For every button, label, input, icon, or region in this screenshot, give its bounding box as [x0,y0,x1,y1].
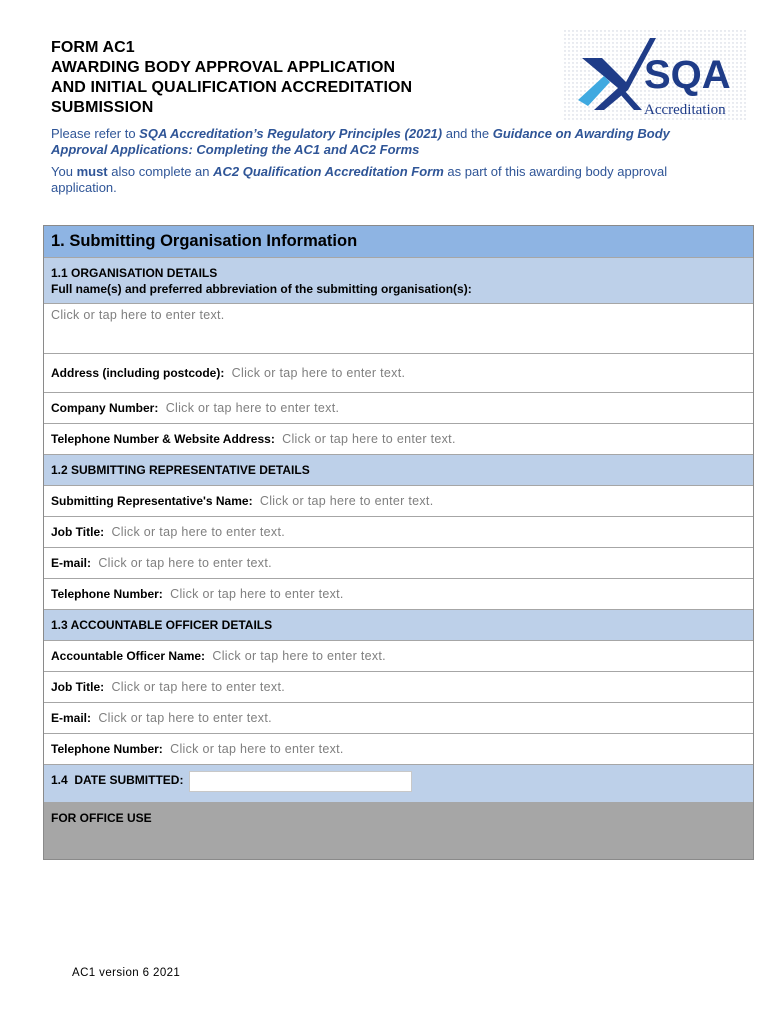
address-field[interactable]: Address (including postcode): Click or tap here to enter text. [44,354,753,393]
title-line-2: AWARDING BODY APPROVAL APPLICATION [51,59,396,76]
section-1-4-date-row: 1.4 DATE SUBMITTED: [44,765,753,803]
officer-job-title-field[interactable]: Job Title: Click or tap here to enter text. [44,672,753,703]
section-1-1-heading: 1.1 ORGANISATION DETAILS Full name(s) and preferred abbreviation of the submitting organisation(s): [44,258,753,304]
guidance-reference: Guidance on Awarding Body Approval Applications: Completing the AC1 and AC2 Forms [51,126,670,157]
ac2-reference: AC2 Qualification Accreditation Form [213,164,444,179]
officer-email-field[interactable]: E-mail: Click or tap here to enter text. [44,703,753,734]
representative-job-title-field[interactable]: Job Title: Click or tap here to enter text. [44,517,753,548]
representative-name-field[interactable]: Submitting Representative's Name: Click or tap here to enter text. [44,486,753,517]
form-title [51,38,511,118]
company-number-field[interactable]: Company Number: Click or tap here to enter text. [44,393,753,424]
representative-email-field[interactable]: E-mail: Click or tap here to enter text. [44,548,753,579]
telephone-website-field[interactable]: Telephone Number & Website Address: Click or tap here to enter text. [44,424,753,455]
office-use-area: FOR OFFICE USE [44,803,753,859]
officer-name-field[interactable]: Accountable Officer Name: Click or tap here to enter text. [44,641,753,672]
svg-text:SQA: SQA [644,53,731,97]
title-line-1: FORM AC1 [51,39,135,56]
title-line-3: AND INITIAL QUALIFICATION ACCREDITATION [51,79,413,96]
date-submitted-input[interactable] [189,771,412,792]
title-line-4: SUBMISSION [51,99,154,116]
section-1-3-heading: 1.3 ACCOUNTABLE OFFICER DETAILS [44,610,753,641]
section-1-heading: 1. Submitting Organisation Information [44,226,753,258]
intro-paragraph-2: You must also complete an AC2 Qualification Accreditation Form as part of this awarding body approval application. [51,164,668,195]
footer-version: AC1 version 6 2021 [72,967,181,979]
principles-reference: SQA Accreditation’s Regulatory Principles (2021) [139,126,443,141]
organisation-name-field[interactable]: Click or tap here to enter text. [44,304,753,354]
representative-telephone-field[interactable]: Telephone Number: Click or tap here to enter text. [44,579,753,610]
sqa-accreditation-logo [564,30,748,122]
submitting-organisation-form [43,225,754,860]
section-1-2-heading: 1.2 SUBMITTING REPRESENTATIVE DETAILS [44,455,753,486]
officer-telephone-field[interactable]: Telephone Number: Click or tap here to enter text. [44,734,753,765]
intro-paragraph-1: Please refer to SQA Accreditation’s Regulatory Principles (2021) and the Guidance on Awarding Body Approval Applications: Completing the AC1 and AC2 Forms [51,126,670,157]
svg-text:Accreditation: Accreditation [644,102,726,118]
